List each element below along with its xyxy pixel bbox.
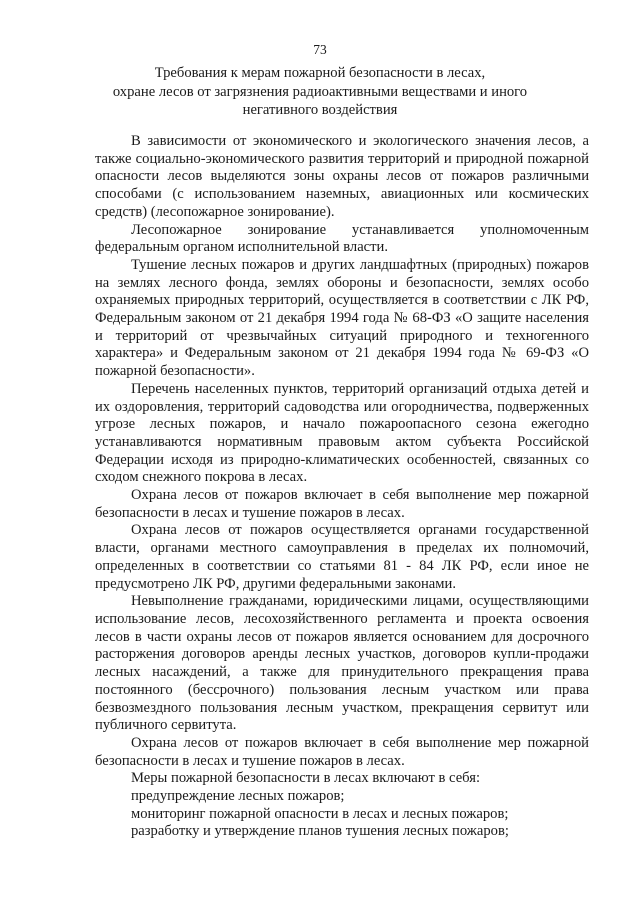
paragraph: Охрана лесов от пожаров включает в себя выполнение мер пожарной безопасности в лесах и тушение пожаров в лесах.: [95, 734, 589, 769]
body-text: [95, 133, 589, 841]
paragraph: Невыполнение гражданами, юридическими лицами, осуществляющими использование лесов, лесохозяйственного регламента и проекта освоения лесов в части охраны лесов от пожаров является основанием для досрочного расторжения договоров аренды лесных участков, договоров купли-продажи лесных насаждений, а также для принудительного прекращения права постоянного (бессрочного) пользования лесным участком или права безвозмездного пользования лесным участком, прекращения сервитут или публичного сервитута.: [95, 593, 589, 734]
paragraph: Охрана лесов от пожаров включает в себя выполнение мер пожарной безопасности в лесах и тушение пожаров в лесах.: [95, 487, 589, 521]
title-line: негативного воздействия: [242, 102, 398, 118]
paragraph: Перечень населенных пунктов, территорий организаций отдыха детей и их оздоровления, территорий садоводства или огородничества, подверженных угрозе лесных пожаров, и начало пожароопасного сезона ежегодно устанавливаются нормативным правовым актом субъекта Российской Федерации исходя из природно-климатических особенностей, связанных со сходом снежного покрова в лесах.: [95, 380, 589, 486]
title-line: Требования к мерам пожарной безопасности в лесах,: [154, 65, 486, 81]
list-item: разработку и утверждение планов тушения лесных пожаров;: [131, 823, 509, 840]
paragraph: Лесопожарное зонирование устанавливается уполномоченным федеральным органом исполнительной власти.: [95, 221, 589, 256]
page-number: 73: [313, 42, 327, 57]
paragraph: Охрана лесов от пожаров осуществляется органами государственной власти, органами местного самоуправления в пределах их полномочий, определенных в соответствии со статьями 81 - 84 ЛК РФ, если иное не предусмотрено ЛК РФ, другими федеральными законами.: [95, 522, 589, 592]
list-item: предупреждение лесных пожаров;: [131, 788, 345, 805]
list-intro: Меры пожарной безопасности в лесах включают в себя:: [131, 770, 480, 787]
paragraph: Тушение лесных пожаров и других ландшафтных (природных) пожаров на землях лесного фонда, землях обороны и безопасности, землях особо охраняемых природных территорий, осуществляется в соответствии с ЛК РФ, Федеральным законом от 21 декабря 1994 года № 68-ФЗ «О защите населения и территорий от чрезвычайных ситуаций природного и техногенного характера» и Федеральным законом от 21 декабря 1994 года № 69-ФЗ «О пожарной безопасности».: [95, 256, 589, 380]
title-line: охране лесов от загрязнения радиоактивными веществами и иного: [112, 83, 528, 100]
paragraph: В зависимости от экономического и экологического значения лесов, а также социально-экономического развития территорий и природной пожарной опасности лесов выделяются зоны охраны лесов от пожаров различными способами (с использованием наземных, авиационных или космических средств) (лесопожарное зонирование).: [95, 133, 589, 220]
section-title: [100, 64, 540, 120]
list-item: мониторинг пожарной опасности в лесах и лесных пожаров;: [131, 805, 509, 822]
